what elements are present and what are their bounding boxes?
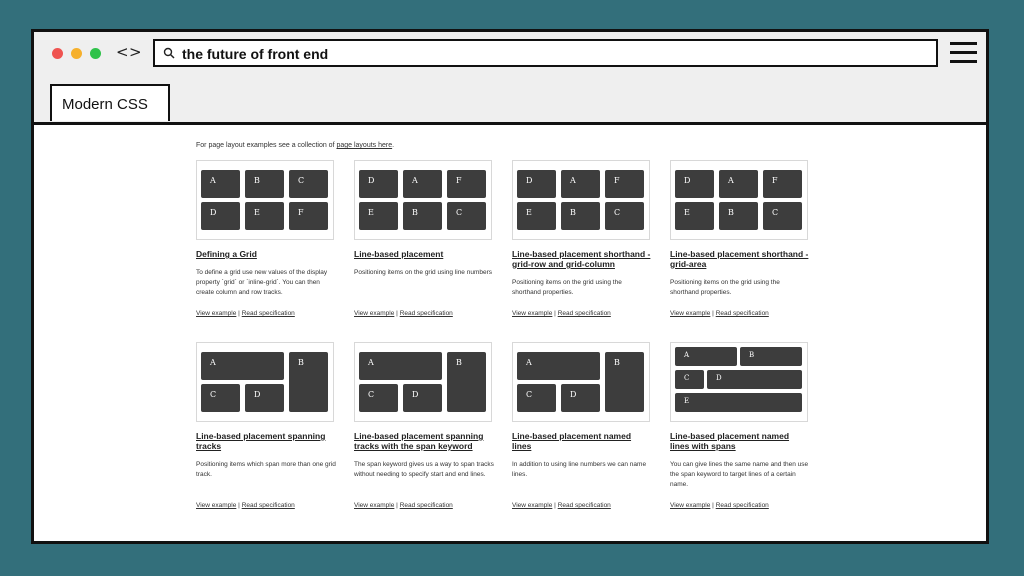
card-links (354, 502, 453, 509)
grid-cell: A (201, 352, 284, 380)
card-defining-a-grid (196, 160, 336, 317)
read-specification-link[interactable]: Read specification (715, 502, 769, 509)
grid-thumbnail[interactable] (670, 342, 808, 422)
hamburger-menu-icon[interactable] (950, 42, 977, 63)
grid-cell: C (763, 202, 802, 230)
card-title[interactable]: Line-based placement (354, 249, 444, 259)
grid-cell: B (289, 352, 328, 412)
card-title[interactable]: Line-based placement spanning tracks with the span keyword (354, 431, 484, 451)
grid-cell: C (675, 370, 704, 389)
card-named-lines (512, 342, 652, 509)
card-links (512, 310, 611, 317)
grid-cell: E (675, 202, 714, 230)
grid-cell: F (289, 202, 328, 230)
grid-cell: B (245, 170, 284, 198)
tab-label: Modern CSS (62, 96, 148, 113)
view-example-link[interactable]: View example (670, 310, 711, 317)
card-description: You can give lines the same name and then use the span keyword to target lines of a certain name. (670, 461, 809, 488)
card-links (512, 502, 611, 509)
card-line-based-placement (354, 160, 494, 317)
read-specification-link[interactable]: Read specification (399, 502, 453, 509)
card-description: Positioning items on the grid using the shorthand properties. (670, 279, 780, 296)
browser-window (31, 29, 989, 544)
grid-cell: A (561, 170, 600, 198)
grid-cell: D (517, 170, 556, 198)
grid-cell: B (561, 202, 600, 230)
grid-cell: D (675, 170, 714, 198)
card-description: In addition to using line numbers we can name lines. (512, 461, 647, 478)
card-title[interactable]: Defining a Grid (196, 249, 257, 259)
card-links (196, 310, 295, 317)
read-specification-link[interactable]: Read specification (241, 502, 295, 509)
grid-cell: A (719, 170, 758, 198)
maximize-dot[interactable] (90, 48, 101, 59)
minimize-dot[interactable] (71, 48, 82, 59)
grid-cell: B (740, 347, 802, 366)
card-title[interactable]: Line-based placement named lines (512, 431, 632, 451)
card-description: Positioning items which span more than one grid track. (196, 461, 336, 478)
grid-cell: A (201, 170, 240, 198)
grid-cell: B (605, 352, 644, 412)
link-separator: | (238, 502, 240, 509)
card-links (670, 310, 769, 317)
search-icon (163, 47, 175, 59)
grid-cell: C (447, 202, 486, 230)
read-specification-link[interactable]: Read specification (557, 502, 611, 509)
grid-thumbnail[interactable] (196, 342, 334, 422)
grid-cell: E (675, 393, 802, 412)
view-example-link[interactable]: View example (354, 310, 395, 317)
tab-modern-css[interactable] (50, 84, 170, 121)
card-links (354, 310, 453, 317)
read-specification-link[interactable]: Read specification (399, 310, 453, 317)
view-example-link[interactable]: View example (670, 502, 711, 509)
grid-thumbnail[interactable] (670, 160, 808, 240)
card-description: Positioning items on the grid using the shorthand properties. (512, 279, 622, 296)
card-description: The span keyword gives us a way to span tracks without needing to specify start and end lines. (354, 461, 494, 478)
intro-suffix: . (392, 142, 395, 149)
card-spanning-tracks (196, 342, 336, 509)
grid-cell: C (201, 384, 240, 412)
close-dot[interactable] (52, 48, 63, 59)
link-separator: | (238, 310, 240, 317)
card-description: Positioning items on the grid using line numbers (354, 269, 493, 276)
card-shorthand-grid-row-column (512, 160, 652, 317)
view-example-link[interactable]: View example (196, 310, 237, 317)
grid-cell: D (561, 384, 600, 412)
link-separator: | (712, 502, 714, 509)
view-example-link[interactable]: View example (196, 502, 237, 509)
address-text[interactable]: the future of front end (182, 46, 329, 62)
grid-cell: A (675, 347, 737, 366)
card-title[interactable]: Line-based placement shorthand - grid-row and grid-column (512, 249, 651, 269)
grid-thumbnail[interactable] (196, 160, 334, 240)
grid-cell: D (707, 370, 802, 389)
grid-cell: E (245, 202, 284, 230)
grid-cell: A (359, 352, 442, 380)
link-separator: | (396, 310, 398, 317)
grid-cell: D (403, 384, 442, 412)
grid-cell: B (719, 202, 758, 230)
read-specification-link[interactable]: Read specification (557, 310, 611, 317)
card-title[interactable]: Line-based placement shorthand - grid-area (670, 249, 809, 269)
read-specification-link[interactable]: Read specification (241, 310, 295, 317)
card-links (196, 502, 295, 509)
browser-toolbar (34, 32, 986, 125)
card-title[interactable]: Line-based placement spanning tracks (196, 431, 326, 451)
link-separator: | (554, 310, 556, 317)
grid-cell: F (763, 170, 802, 198)
forward-button[interactable]: > (129, 43, 142, 61)
grid-cell: C (289, 170, 328, 198)
card-span-keyword (354, 342, 494, 509)
page-layouts-link[interactable]: page layouts here (336, 142, 393, 149)
grid-thumbnail[interactable] (354, 160, 492, 240)
card-description: To define a grid use new values of the display property `grid` or `inline-grid`. You can then create column and row tracks. (196, 269, 328, 296)
page-content (34, 125, 986, 541)
link-separator: | (554, 502, 556, 509)
link-separator: | (396, 502, 398, 509)
read-specification-link[interactable]: Read specification (715, 310, 769, 317)
grid-cell: C (517, 384, 556, 412)
grid-thumbnail[interactable] (512, 342, 650, 422)
grid-cell: D (245, 384, 284, 412)
card-shorthand-grid-area (670, 160, 810, 317)
grid-cell: D (201, 202, 240, 230)
view-example-link[interactable]: View example (512, 310, 553, 317)
back-button[interactable]: < (116, 43, 129, 61)
view-example-link[interactable]: View example (512, 502, 553, 509)
grid-cell: E (517, 202, 556, 230)
address-bar[interactable] (153, 39, 938, 67)
intro-text (196, 142, 394, 149)
grid-cell: F (605, 170, 644, 198)
grid-cell: B (447, 352, 486, 412)
grid-cell: C (605, 202, 644, 230)
grid-thumbnail[interactable] (512, 160, 650, 240)
link-separator: | (712, 310, 714, 317)
grid-cell: F (447, 170, 486, 198)
card-title[interactable]: Line-based placement named lines with spans (670, 431, 790, 451)
view-example-link[interactable]: View example (354, 502, 395, 509)
grid-cell: D (359, 170, 398, 198)
card-links (670, 502, 769, 509)
grid-cell: A (403, 170, 442, 198)
grid-cell: A (517, 352, 600, 380)
grid-thumbnail[interactable] (354, 342, 492, 422)
intro-prefix: For page layout examples see a collection of (196, 142, 337, 149)
grid-cell: E (359, 202, 398, 230)
grid-cell: B (403, 202, 442, 230)
grid-cell: C (359, 384, 398, 412)
card-named-lines-spans (670, 342, 810, 509)
